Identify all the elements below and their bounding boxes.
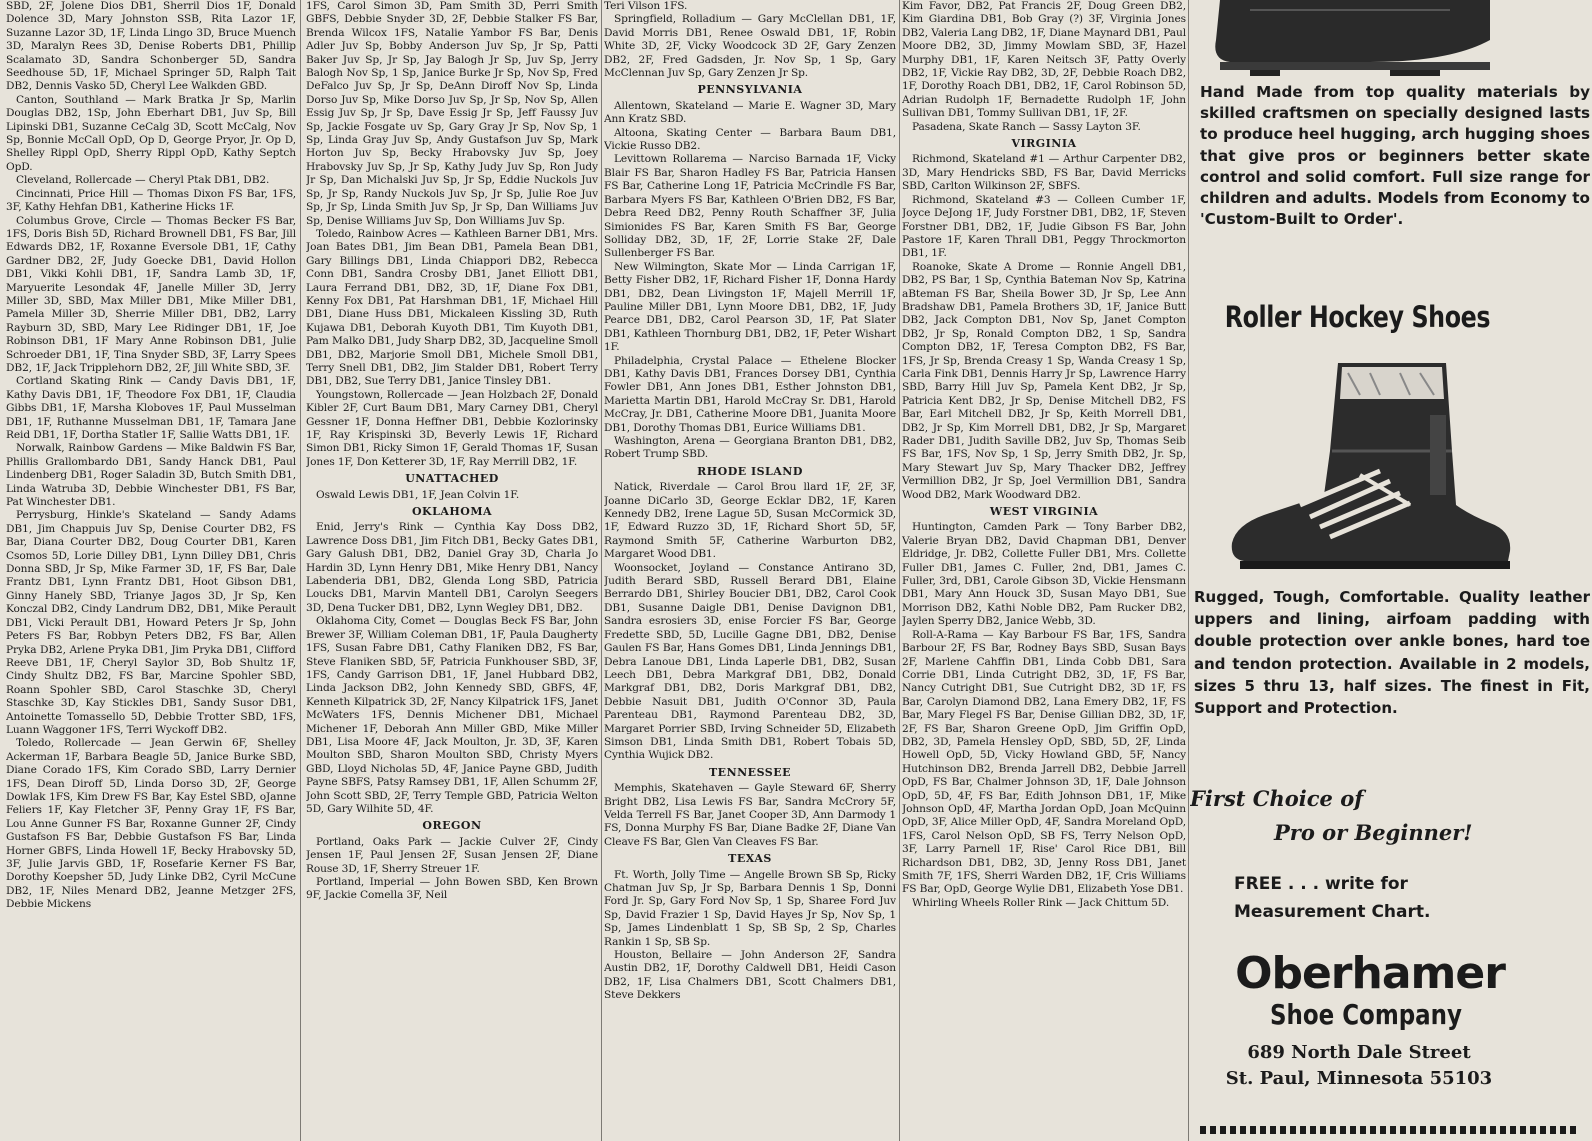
- column-rule: [300, 0, 301, 1141]
- rink-results-entry: Youngstown, Rollercade — Jean Holzbach 2F, Donald Kibler 2F, Curt Baum DB1, Mary Carney DB1, Cheryl Gessner 1F, Donna Heffner DB1, Debbie Kozlorinsky 1F, Ray Krispinski 3D, Beverly Lewis 1F, Richard Simon DB1, Ricky Simon 1F, Gerald Thomas 1F, Susan Jones 1F, Don Ketterer 3D, 1F, Ray Merrill DB2, 1F.: [306, 388, 598, 468]
- rink-results-entry: Allentown, Skateland — Marie E. Wagner 3D, Mary Ann Kratz SBD.: [604, 99, 896, 126]
- rink-results-entry: Cleveland, Rollercade — Cheryl Ptak DB1, DB2.: [16, 174, 270, 187]
- ad-address: [1194, 1040, 1524, 1092]
- section-heading: WEST VIRGINIA: [989, 505, 1099, 519]
- rink-results-entry: Philadelphia, Crystal Palace — Ethelene Blocker DB1, Kathy Davis DB1, Frances Dorsey DB1, Cynthia Fowler DB1, Ann Jones DB1, Esther Johnston DB1, Marietta Martin DB1, Harold McCray Sr. DB1, Harold McCray, Jr. DB1, Catherine Moore DB1, Juanita Moore DB1, Dorothy Thomas DB1, Eurice Williams DB1.: [604, 354, 896, 434]
- dotted-border-decoration: [1190, 1120, 1592, 1140]
- rink-results-entry: Houston, Bellaire — John Anderson 2F, Sandra Austin DB2, 1F, Dorothy Caldwell DB1, Heidi Cason DB2, 1F, Lisa Chalmers DB1, Scott Chalmers DB1, Steve Dekkers: [604, 949, 896, 1002]
- skate-shoe-illustration-top: [1190, 0, 1592, 76]
- rink-results-entry: Portland, Imperial — John Bowen SBD, Ken Brown 9F, Jackie Comella 3F, Neil: [306, 876, 598, 902]
- rink-results-entry: Altoona, Skating Center — Barbara Baum DB1, Vickie Russo DB2.: [604, 126, 896, 153]
- rink-results-entry: Canton, Southland — Mark Bratka Jr Sp, Marlin Douglas DB2, 1Sp, John Eberhart DB1, Juv Sp, Bill Lipinski DB1, Suzanne CeCalg 3D, Scott McCalg, Nov Sp, Bonnie McCall OpD, Op D, George Pryor, Jr. Op D, Shelley Rippl OpD, Sherry Rippl OpD, Kathy Septch OpD.: [6, 93, 296, 173]
- rink-results-entry: Teri Vilson 1FS.: [604, 0, 688, 12]
- column-2: [306, 0, 598, 1141]
- column-1: [6, 0, 296, 1141]
- rink-results-entry: Oklahoma City, Comet — Douglas Beck FS Bar, John Brewer 3F, William Coleman DB1, 1F, Paula Daugherty 1FS, Susan Fabre DB1, Cathy Flaniken DB2, FS Bar, Steve Flaniken SBD, 5F, Patricia Funkhouser SBD, 3F, 1FS, Candy Garrison DB1, 1F, Janel Hubbard DB2, Linda Jackson DB2, John Kennedy SBD, GBFS, 4F, Kenneth Kilpatrick 3D, 2F, Nancy Kilpatrick 1FS, Janet McWaters 1FS, Dennis Michener DB1, Michael Michener 1F, Deborah Ann Miller GBD, Mike Miller DB1, Lisa Moore 4F, Jack Moulton, Jr. 3D, 3F, Karen Moulton SBD, Sharon Moulton SBD, Christy Myers GBD, Lloyd Nicholas 5D, 4F, Janice Payne GBD, Judith Payne SBFS, Patsy Ramsey DB1, 1F, Allen Schumm 2F, John Scott SBD, 2F, Terry Temple GBD, Patricia Welton 5D, Gary Wilhite 5D, 4F.: [306, 615, 598, 815]
- section-heading: TEXAS: [728, 852, 772, 866]
- ad-tagline-line-2: Pro or Beginner!: [1274, 820, 1473, 845]
- section-heading: RHODE ISLAND: [697, 464, 803, 478]
- ad-address-street: 689 North Dale Street: [1247, 1042, 1471, 1063]
- ad-free-offer-line-2: Measurement Chart.: [1234, 902, 1431, 922]
- rink-results-entry: Natick, Riverdale — Carol Brou llard 1F, 2F, 3F, Joanne DiCarlo 3D, George Ecklar DB2, 1F, Karen Kennedy DB2, Irene Lague 5D, Susan McCormick 3D, 1F, Edward Ruzzo 3D, 1F, Richard Short 5D, 5F, Raymond Smith 5F, Catherine Warburton DB2, Margaret Wood DB1.: [604, 481, 896, 561]
- ad-headline: Roller Hockey Shoes: [1224, 300, 1491, 334]
- rink-results-entry: Woonsocket, Joyland — Constance Antirano 3D, Judith Berard SBD, Russell Berard DB1, Elaine Berrardo DB1, Shirley Boucier DB1, DB2, Carol Cook DB1, Susanne Daigle DB1, Denise Davignon DB1, Sandra esrosiers 3D, enise Forcier FS Bar, George Fredette SBD, 5D, Lucille Gagne DB1, DB2, Denise Gaulen FS Bar, Hans Gomes DB1, Linda Jennings DB1, Debra Lanoue DB1, Linda Laperle DB1, DB2, Susan Leech DB1, Debra Markgraf DB1, DB2, Donald Markgraf DB1, DB2, Doris Markgraf DB1, DB2, Debbie Nasuit DB1, Judith O'Connor 3D, Paula Parenteau DB1, Raymond Parenteau DB2, 3D, Margaret Porrier SBD, Irving Schneider 5D, Elizabeth Simson DB1, Linda Smith DB1, Robert Tobais 5D, Cynthia Wujick DB2.: [604, 561, 896, 762]
- section-heading: UNATTACHED: [405, 472, 499, 486]
- rink-results-entry: Huntington, Camden Park — Tony Barber DB2, Valerie Bryan DB2, David Chapman DB1, Denver Eldridge, Jr. DB2, Collette Fuller DB1, Mrs. Collette Fuller DB1, James C. Fuller, 2nd, DB1, James C. Fuller, 3rd, DB1, Carole Gibson 3D, Vickie Hensmann DB1, Mary Ann Houck 3D, Susan Mayo DB1, Sue Morrison DB2, Kathi Noble DB2, Pam Rucker DB2, Jaylen Sperry DB2, Janice Webb, 3D.: [902, 521, 1186, 628]
- rink-results-entry: Oswald Lewis DB1, 1F, Jean Colvin 1F.: [316, 488, 520, 501]
- rink-results-entry: Perrysburg, Hinkle's Skateland — Sandy Adams DB1, Jim Chappuis Juv Sp, Denise Courter DB2, FS Bar, Diana Courter DB2, Doug Courter DB1, Karen Csomos 5D, Lorie Dilley DB1, Lynn Dilley DB1, Chris Donna SBD, Jr Sp, Mike Farmer 3D, 1F, FS Bar, Dale Frantz DB1, Lynn Frantz DB1, Hoot Gibson DB1, Ginny Hanely SBD, Trianye Jagos 3D, Jr Sp, Ken Konczal DB2, Cindy Landrum DB2, DB1, Mike Perault DB1, Vicki Perault DB1, Howard Peters Jr Sp, John Peters FS Bar, Robbyn Peters DB2, FS Bar, Allen Pryka DB2, Arlene Pryka DB1, Jim Pryka DB1, Clifford Reeve DB1, 1F, Cheryl Saylor 3D, Bob Shultz 1F, Cindy Shultz DB2, FS Bar, Marcine Spohler SBD, Roann Spohler SBD, Carol Staschke 3D, Cheryl Staschke 3D, Kay Stickles DB1, Sandy Susor DB1, Antoinette Tomassello 5D, Debbie Trotter SBD, 1FS, Luann Waggoner 1FS, Terri Wyckoff DB2.: [6, 509, 296, 736]
- rink-results-entry: SBD, 2F, Jolene Dios DB1, Sherril Dios 1F, Donald Dolence 3D, Mary Johnston SSB, Rita Lazor 1F, Suzanne Lazor 3D, 1F, Linda Lingo 3D, Bruce Muench 3D, Maralyn Rees 3D, Denise Roberts DB1, Phillip Scalamato 3D, Sandra Schonberger 5D, Sandra Seedhouse 5D, 1F, Michael Springer 5D, Ralph Tait DB2, Dennis Vasko 5D, Cheryl Lee Walkden GBD.: [6, 0, 296, 93]
- section-heading: PENNSYLVANIA: [697, 83, 803, 97]
- rink-results-entry: Cortland Skating Rink — Candy Davis DB1, 1F, Kathy Davis DB1, 1F, Theodore Fox DB1, 1F, Claudia Gibbs DB1, 1F, Marsha Kloboves 1F, Paul Musselman DB1, 1F, Ruthanne Musselman DB1, 1F, Tamara Jane Reid DB1, 1F, Dortha Statler 1F, Sallie Watts DB1, 1F.: [6, 375, 296, 441]
- rink-results-entry: Whirling Wheels Roller Rink — Jack Chittum 5D.: [912, 896, 1170, 909]
- rink-results-entry: Roanoke, Skate A Drome — Ronnie Angell DB1, DB2, PS Bar, 1 Sp, Cynthia Bateman Nov Sp, Katrina aBteman FS Bar, Sheila Bower 3D, Jr Sp, Lee Ann Bradshaw DB1, Pamela Brothers 3D, 1F, Janice Butt DB2, Jack Compton DB1, Nov Sp, Janet Compton DB2, Jr Sp, Ronald Compton DB2, 1 Sp, Sandra Compton DB2, 1F, Teresa Compton DB2, FS Bar, 1FS, Jr Sp, Brenda Creasy 1 Sp, Wanda Creasy 1 Sp, Carla Fink DB1, Dennis Harry Jr Sp, Lawrence Harry SBD, Barry Hill Juv Sp, Pamela Kent DB2, Jr Sp, Patricia Kent DB2, Jr Sp, Denise Mitchell DB2, FS Bar, Earl Mitchell DB2, Jr Sp, Keith Morrell DB1, DB2, Jr Sp, Kim Morrell DB1, DB2, Jr Sp, Margaret Rader DB1, Judith Saville DB2, Juv Sp, Thomas Seib FS Bar, 1FS, Nov Sp, 1 Sp, Jerry Smith DB2, Jr. Sp, Mary Stewart Juv Sp, Mary Thacker DB2, Jeffrey Vermillion DB2, Jr Sp, Joel Vermillion DB1, Sandra Wood DB2, Mark Woodward DB2.: [902, 260, 1186, 501]
- rink-results-entry: Toledo, Rollercade — Jean Gerwin 6F, Shelley Ackerman 1F, Barbara Beagle 5D, Janice Burke SBD, Diane Corado 1FS, Kim Corado SBD, Larry Dernier 1FS, Dean Diroff 5D, Linda Dorso 3D, 2F, George Dowlak 1FS, Kim Drew FS Bar, Kay Estel SBD, oJanne Feliers 1F, Kay Fletcher 3F, Penny Gray 1F, FS Bar, Lou Anne Gunner FS Bar, Roxanne Gunner 2F, Cindy Gustafson FS Bar, Debbie Gustafson FS Bar, Linda Horner GBFS, Linda Howell 1F, Becky Hrabovsky 5D, 3F, Julie Jarvis GBD, 1F, Rosefarie Kerner FS Bar, Dorothy Koepsher 5D, Judy Linke DB2, Cyril McCune DB2, 1F, Niles Menard DB2, Jeanne Metzger 2FS, Debbie Mickens: [6, 737, 296, 911]
- ad-description-1: Hand Made from top quality materials by skilled craftsmen on specially designed lasts to produce heel hugging, arch hugging shoes that give pros or beginners better skate control and solid comfort. Full size range for children and adults. Models from Economy to 'Custom-Built to Order'.: [1200, 83, 1590, 229]
- column-4: [902, 0, 1186, 1141]
- rink-results-entry: Enid, Jerry's Rink — Cynthia Kay Doss DB2, Lawrence Doss DB1, Jim Fitch DB1, Becky Gates DB1, Gary Galush DB1, DB2, Daniel Gray 3D, Charla Jo Hardin 3D, Lynn Henry DB1, Mike Henry DB1, Nancy Labenderia DB1, DB2, Glenda Long SBD, Patricia Loucks DB1, Marvin Mantell DB1, Carolyn Seegers 3D, Dena Tucker DB1, DB2, Lynn Wegley DB1, DB2.: [306, 521, 598, 614]
- rink-results-entry: Norwalk, Rainbow Gardens — Mike Baldwin FS Bar, Phillis Grallombardo DB1, Sandy Hanck DB1, Paul Lindenberg DB1, Roger Saladin 3D, Butch Smith DB1, Linda Watruba 3D, Debbie Winchester DB1, FS Bar, Pat Winchester DB1.: [6, 442, 296, 509]
- rink-results-entry: Springfield, Rolladium — Gary McClellan DB1, 1F, David Morris DB1, Renee Oswald DB1, 1F, Robin White 3D, 2F, Vicky Woodcock 3D 2F, Gary Zenzen DB2, 2F, Fred Gadsden, Jr. Nov Sp, 1 Sp, Gary McClennan Juv Sp, Gary Zenzen Jr Sp.: [604, 13, 896, 80]
- rink-results-entry: 1FS, Carol Simon 3D, Pam Smith 3D, Perri Smith GBFS, Debbie Snyder 3D, 2F, Debbie Stalker FS Bar, Brenda Wilcox 1FS, Natalie Yambor FS Bar, Denis Adler Juv Sp, Bobby Anderson Juv Sp, Jr Sp, Patti Baker Juv Sp, Jr Sp, Jay Balogh Jr Sp, Juv Sp, Jerry Balogh Nov Sp, 1 Sp, Janice Burke Jr Sp, Nov Sp, Fred DeFalco Juv Sp, Jr Sp, DeAnn Diroff Nov Sp, Linda Dorso Juv Sp, Mike Dorso Juv Sp, Jr Sp, Nov Sp, Allen Essig Juv Sp, Jr Sp, Dave Essig Jr Sp, Jeff Faussy Juv Sp, Jackie Fosgate uv Sp, Gary Gray Jr Sp, Nov Sp, 1 Sp, Linda Gray Juv Sp, Andy Gustafson Juv Sp, Mark Horton Juv Sp, Becky Hrabovsky Juv Sp, Joey Hrabovsky Juv Sp, Jr Sp, Kathy Judy Juv Sp, Ron Judy Jr Sp, Dan Michalski Juv Sp, Jr Sp, Eddie Nuckols Juv Sp, Jr Sp, Randy Nuckols Juv Sp, Jr Sp, Julie Roe Juv Sp, Jr Sp, Linda Smith Juv Sp, Jr Sp, Dan Williams Juv Sp, Denise Williams Juv Sp, Don Williams Juv Sp.: [306, 0, 598, 227]
- rink-results-entry: Cincinnati, Price Hill — Thomas Dixon FS Bar, 1FS, 3F, Kathy Hehfan DB1, Katherine Hicks 1F.: [6, 187, 296, 214]
- section-heading: OKLAHOMA: [411, 505, 493, 519]
- rink-results-entry: Richmond, Skateland #3 — Colleen Cumber 1F, Joyce DeJong 1F, Judy Forstner DB1, DB2, 1F, Steven Forstner DB1, DB2, 1F, Judie Gibson FS Bar, John Pastore 1F, Karen Thrall DB1, Peggy Throckmorton DB1, 1F.: [902, 193, 1186, 260]
- ad-address-city: St. Paul, Minnesota 55103: [1225, 1068, 1493, 1089]
- rink-results-entry: Richmond, Skateland #1 — Arthur Carpenter DB2, 3D, Mary Hendricks SBD, FS Bar, David Merricks SBD, Carlton Wilkinson 2F, SBFS.: [902, 153, 1186, 193]
- column-rule: [601, 0, 602, 1141]
- ad-tagline-line-1: First Choice of: [1190, 786, 1364, 811]
- column-rule: [1188, 0, 1189, 1141]
- ad-description-2: Rugged, Tough, Comfortable. Quality leather uppers and lining, airfoam padding with double protection over ankle bones, hard toe and tendon protection. Available in 2 models, sizes 5 thru 13, half sizes. The finest in Fit, Support and Protection.: [1194, 588, 1590, 718]
- hockey-shoe-illustration: [1220, 355, 1520, 575]
- section-heading: VIRGINIA: [1011, 137, 1077, 151]
- column-rule: [899, 0, 900, 1141]
- rink-results-entry: Levittown Rollarema — Narciso Barnada 1F, Vicky Blair FS Bar, Sharon Hadley FS Bar, Patricia Hansen FS Bar, Catherine Long 1F, Patricia McCrindle FS Bar, Barbara Myers FS Bar, Kathleen O'Brien DB2, FS Bar, Debra Reed DB2, Penny Routh Schaffner 3F, Julia Simionides FS Bar, Karen Smith FS Bar, George Solliday DB2, 3D, 1F, 2F, Lorrie Stake 2F, Dale Sullenberger FS Bar.: [604, 153, 896, 260]
- rink-results-entry: Portland, Oaks Park — Jackie Culver 2F, Cindy Jensen 1F, Paul Jensen 2F, Susan Jensen 2F, Diane Rouse 3D, 1F, Sherry Streuer 1F.: [306, 835, 598, 875]
- rink-results-entry: Kim Favor, DB2, Pat Francis 2F, Doug Green DB2, Kim Giardina DB1, Bob Gray (?) 3F, Virginia Jones DB2, Valeria Lang DB2, 1F, Diane Maynard DB1, Paul Moore DB2, 3D, Jimmy Mowlam SBD, 3F, Hazel Murphy DB1, 1F, Karen Neitsch 3F, Patty Overly DB2, 1F, Vickie Ray DB2, 3D, 2F, Debbie Roach DB2, 1F, Dorothy Roach DB1, DB2, 1F, Carol Robinson 5D, Adrian Rudolph 1F, Bernadette Rudolph 1F, John Sullivan DB1, Tommy Sullivan DB1, 1F, 2F.: [902, 0, 1186, 120]
- ad-company-name: Oberhamer: [1235, 948, 1505, 999]
- rink-results-entry: Memphis, Skatehaven — Gayle Steward 6F, Sherry Bright DB2, Lisa Lewis FS Bar, Sandra McCrory 5F, Velda Terrell FS Bar, Janet Cooper 3D, Ann Darmody 1 FS, Donna Murphy FS Bar, Diane Badke 2F, Diane Van Cleave FS Bar, Glen Van Cleaves FS Bar.: [604, 782, 896, 848]
- ad-free-offer-line-1: FREE . . . write for: [1234, 874, 1408, 894]
- ad-company-subtitle: Shoe Company: [1269, 998, 1463, 1031]
- rink-results-entry: Pasadena, Skate Ranch — Sassy Layton 3F.: [912, 120, 1141, 133]
- rink-results-entry: Washington, Arena — Georgiana Branton DB1, DB2, Robert Trump SBD.: [604, 435, 896, 461]
- rink-results-entry: Toledo, Rainbow Acres — Kathleen Barner DB1, Mrs. Joan Bates DB1, Jim Bean DB1, Pamela Bean DB1, Gary Billings DB1, Linda Chiappori DB2, Rebecca Conn DB1, Sandra Crosby DB1, Janet Elliott DB1, Laura Ferrand DB1, DB2, 3D, 1F, Diane Fox DB1, Kenny Fox DB1, Pat Harshman DB1, 1F, Michael Hill DB1, Diane Huss DB1, Mickaleen Kissling 3D, Ruth Kujawa DB1, Deborah Kuyoth DB1, Tim Kuyoth DB1, Pam Malko DB1, Judy Sharp DB2, 3D, Jacqueline Smoll DB1, DB2, Marjorie Smoll DB1, Michele Smoll DB1, Terry Snell DB1, DB2, Jim Stalder DB1, Robert Terry DB1, DB2, Sue Terry DB1, Janice Tinsley DB1.: [306, 227, 598, 388]
- rink-results-entry: Columbus Grove, Circle — Thomas Becker FS Bar, 1FS, Doris Bish 5D, Richard Brownell DB1, FS Bar, Jill Edwards DB2, 1F, Roxanne Eversole DB1, 1F, Cathy Gardner DB2, 2F, Judy Goecke DB1, David Hollon DB1, Vikki Kohli DB1, 1F, Sandra Lamb 3D, 1F, Maryuerite Lesondak 4F, Janelle Miller 3D, Jerry Miller 3D, SBD, Max Miller DB1, Mike Miller DB1, Pamela Miller 3D, Sherrie Miller DB1, DB2, Larry Rayburn 3D, SBD, Mary Lee Ridinger DB1, 1F, Joe Robinson DB1, 1F Mary Anne Robinson DB1, Julie Schroeder DB1, 1F, Tina Snyder SBD, 3F, Larry Spees DB2, 1F, Jack Tripplehorn DB2, 2F, Jill White SBD, 3F.: [6, 214, 296, 374]
- section-heading: OREGON: [422, 819, 482, 833]
- ad-free-offer: [1234, 870, 1434, 926]
- rink-results-entry: New Wilmington, Skate Mor — Linda Carrigan 1F, Betty Fisher DB2, 1F, Richard Fisher 1F, Donna Hardy DB1, DB2, Dean Livingston 1F, Majell Merrill 1F, Pauline Miller DB1, Lynn Moore DB1, DB2, 1F, Judy Pearce DB1, DB2, Carol Pearson 3D, 1F, Pat Slater DB1, Kathleen Thornburg DB1, DB2, 1F, Peter Wishart 1F.: [604, 260, 896, 354]
- column-3: [604, 0, 896, 1141]
- rink-results-entry: Roll-A-Rama — Kay Barbour FS Bar, 1FS, Sandra Barbour 2F, FS Bar, Rodney Bays SBD, Susan Bays 2F, Marlene Cahffin DB1, Linda Cobb DB1, Sara Corrie DB1, Linda Cutright DB2, 3D, 1F, FS Bar, Nancy Cutright DB1, Sue Cutright DB2, 3D 1F, FS Bar, Carolyn Diamond DB2, Lana Emery DB2, 1F, FS Bar, Mary Flegel FS Bar, Denise Gillian DB2, 3D, 1F, 2F, FS Bar, Sharon Greene OpD, Jim Griffin OpD, DB2, 3D, Pamela Hensley OpD, SBD, 5D, 2F, Linda Howell OpD, 5D, Vicky Howland GBD, 5F, Nancy Hutchinson DB2, Brenda Jarrell DB2, Debbie Jarrell OpD, FS Bar, Chalmer Johnson 3D, 1F, Dale Johnson OpD, 5D, 4F, FS Bar, Edith Johnson DB1, 1F, Mike Johnson OpD, 4F, Martha Jordan OpD, Joan McQuinn OpD, 3F, Alice Miller OpD, 4F, Sandra Moreland OpD, 1FS, Carol Nelson OpD, SB FS, Terry Nelson OpD, 3F, Larry Parnell 1F, Rise' Carol Rice DB1, Bill Richardson DB1, DB2, 3D, Jenny Ross DB1, Janet Smith 7F, 1FS, Sherri Warden DB2, 1F, Cris Williams FS Bar, OpD, George Wylie DB1, Elizabeth Yose DB1.: [902, 628, 1186, 896]
- oberhamer-advertisement: [1190, 0, 1592, 1141]
- rink-results-entry: Ft. Worth, Jolly Time — Angelle Brown SB Sp, Ricky Chatman Juv Sp, Jr Sp, Barbara Dennis 1 Sp, Donni Ford Jr. Sp, Gary Ford Nov Sp, 1 Sp, Sharee Ford Juv Sp, David Frazier 1 Sp, David Hayes Jr Sp, Nov Sp, 1 Sp, James Lindenblatt 1 Sp, SB Sp, 2 Sp, Charles Rankin 1 Sp, SB Sp.: [604, 868, 896, 948]
- section-heading: TENNESSEE: [709, 765, 791, 779]
